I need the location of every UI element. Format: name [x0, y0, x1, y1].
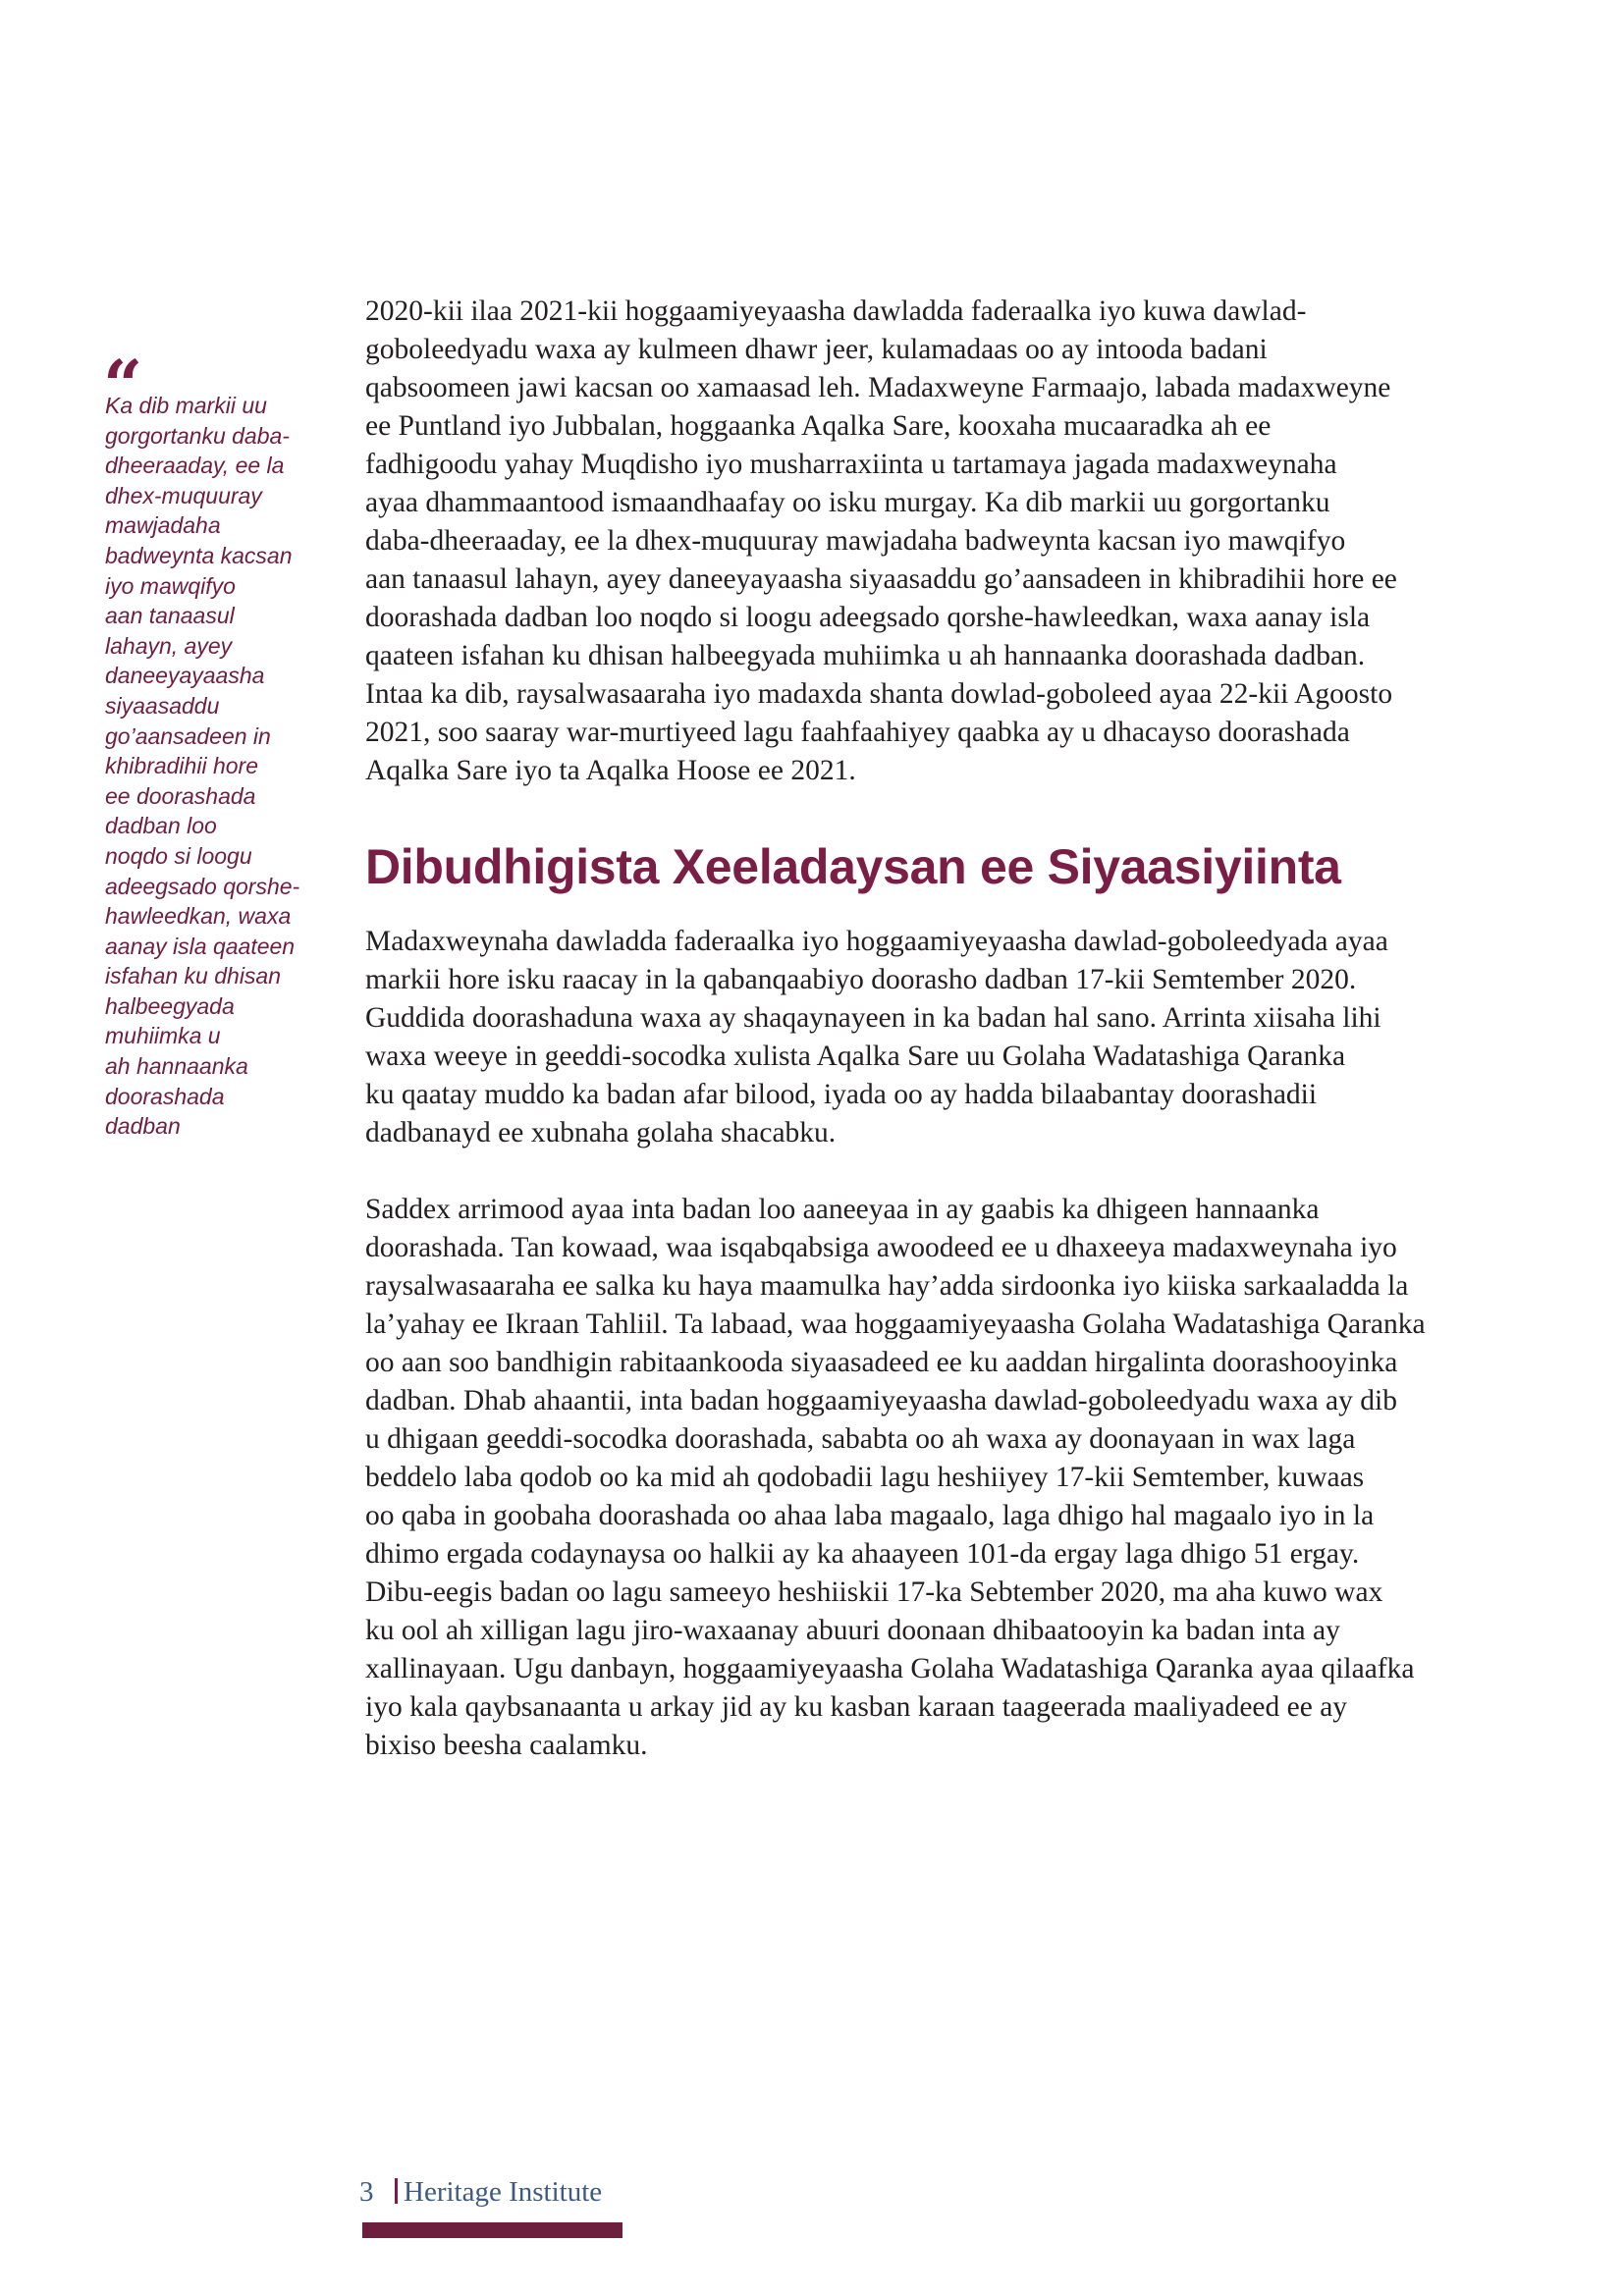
pull-quote-line: gorgortanku daba- — [105, 422, 290, 449]
pull-quote-line: hawleedkan, waxa — [105, 903, 292, 930]
text-line: fadhigoodu yahay Muqdisho iyo musharraxiinta u tartamaya jagada madaxweynaha — [365, 449, 1337, 480]
text-line: raysalwasaaraha ee salka ku haya maamulka hay’adda sirdoonka iyo kiiska sarkaaladda la — [365, 1270, 1409, 1302]
text-line: 2020-kii ilaa 2021-kii hoggaamiyeyaasha dawladda faderaalka iyo kuwa dawlad- — [365, 295, 1307, 327]
pull-quote-line: Ka dib markii uu — [105, 393, 267, 418]
pull-quote-line: dadban loo — [105, 813, 217, 839]
text-line: dhimo ergada codaynaysa oo halkii ay ka ahaayeen 101-da ergay laga dhigo 51 ergay. — [365, 1538, 1360, 1570]
pull-quote-line: isfahan ku dhisan — [105, 963, 282, 989]
text-line: iyo kala qaybsanaanta u arkay jid ay ku kasban karaan taageerada maaliyadeed ee ay — [365, 1691, 1348, 1723]
pull-quote-line: siyaasaddu — [105, 692, 220, 719]
page-footer — [359, 2175, 602, 2209]
text-line: ayaa dhammaantood ismaandhaafay oo isku murgay. Ka dib markii uu gorgortanku — [365, 487, 1330, 518]
pull-quote-line: badweynta kacsan — [105, 542, 293, 568]
pull-quote-line: aanay isla qaateen — [105, 933, 296, 959]
body-paragraph-3 — [365, 1191, 1563, 1765]
pull-quote-line: doorashada — [105, 1083, 225, 1109]
pull-quote-line: dhex-muquuray — [105, 482, 262, 508]
pull-quote-line: dheeraaday, ee la — [105, 453, 285, 479]
text-line: qaateen isfahan ku dhisan halbeegyada muhiimka u ah hannaanka doorashada dadban. — [365, 640, 1366, 671]
text-line: beddelo laba qodob oo ka mid ah qodobadii lagu heshiiyey 17-kii Semtember, kuwaas — [365, 1462, 1365, 1493]
text-line: u dhigaan geeddi-socodka doorashada, sababta oo ah waxa ay doonayaan in wax laga — [365, 1423, 1356, 1455]
text-line: Guddida doorashaduna waxa ay shaqaynayeen in ka badan hal sano. Arrinta xiisaha lihi — [365, 1002, 1381, 1034]
pull-quote-line: daneeyayaasha — [105, 663, 265, 689]
pull-quote-line: mawjadaha — [105, 512, 221, 539]
pull-quote-line: go’aansadeen in — [105, 722, 271, 749]
footer-accent-bar — [362, 2222, 623, 2238]
pull-quote-line: muhiimka u — [105, 1023, 221, 1049]
text-line: oo aan soo bandhigin rabitaankooda siyaasadeed ee ku aaddan hirgalinta doorashooyinka — [365, 1347, 1398, 1378]
text-line: markii hore isku raacay in la qabanqaabiyo doorasho dadban 17-kii Semtember 2020. — [365, 964, 1357, 995]
footer-separator — [395, 2178, 398, 2204]
text-line: doorashada. Tan kowaad, waa isqabqabsiga awoodeed ee u dhaxeeya madaxweynaha iyo — [365, 1232, 1397, 1263]
pull-quote-line: ee doorashada — [105, 782, 256, 809]
text-line: ee Puntland iyo Jubbalan, hoggaanka Aqalka Sare, kooxaha mucaaradka ah ee — [365, 410, 1272, 442]
text-line: waxa weeye in geeddi-socodka xulista Aqalka Sare uu Golaha Wadatashiga Qaranka — [365, 1041, 1346, 1072]
pull-quote — [105, 346, 341, 1142]
body-paragraph-2 — [365, 923, 1563, 1152]
text-line: goboleedyadu waxa ay kulmeen dhawr jeer, kulamadaas oo ay intooda badani — [365, 334, 1268, 365]
pull-quote-text — [105, 391, 341, 1142]
text-line: qabsoomeen jawi kacsan oo xamaasad leh. Madaxweyne Farmaajo, labada madaxweyne — [365, 372, 1391, 403]
text-line: xallinayaan. Ugu danbayn, hoggaamiyeyaasha Golaha Wadatashiga Qaranka ayaa qilaafka — [365, 1653, 1415, 1684]
text-line: aan tanaasul lahayn, ayey daneeyayaasha siyaasaddu go’aansadeen in khibradihii hore ee — [365, 563, 1397, 595]
text-line: dadbanayd ee xubnaha golaha shacabku. — [365, 1117, 837, 1148]
text-line: 2021, soo saaray war-murtiyeed lagu faahfaahiyey qaabka ay u dhacayso doorashada — [365, 717, 1350, 748]
text-line: Aqalka Sare iyo ta Aqalka Hoose ee 2021. — [365, 755, 856, 786]
text-line: Madaxweynaha dawladda faderaalka iyo hoggaamiyeyaasha dawlad-goboleedyada ayaa — [365, 926, 1388, 957]
pull-quote-line: aan tanaasul — [105, 603, 235, 629]
pull-quote-line: dadban — [105, 1113, 181, 1140]
text-line: doorashada dadban loo noqdo si loogu adeegsado qorshe-hawleedkan, waxa aanay isla — [365, 602, 1371, 633]
main-content — [365, 293, 1563, 1765]
pull-quote-line: halbeegyada — [105, 992, 235, 1019]
text-line: oo qaba in goobaha doorashada oo ahaa laba magaalo, laga dhigo hal magaalo iyo in la — [365, 1500, 1375, 1531]
pull-quote-line: ah hannaanka — [105, 1053, 248, 1080]
text-line: Intaa ka dib, raysalwasaaraha iyo madaxda shanta dowlad-goboleed ayaa 22-kii Agoosto — [365, 678, 1393, 710]
pull-quote-line: noqdo si loogu — [105, 842, 252, 869]
text-line: bixiso beesha caalamku. — [365, 1730, 648, 1761]
section-heading: Dibudhigista Xeeladaysan ee Siyaasiyiinta — [365, 839, 1341, 894]
left-double-quote-icon: “ — [103, 345, 137, 426]
text-line: dadban. Dhab ahaantii, inta badan hoggaamiyeyaasha dawlad-goboleedyadu waxa ay dib — [365, 1385, 1397, 1416]
text-line: ku ool ah xilligan lagu jiro-waxaanay abuuri doonaan dhibaatooyin ka badan inta ay — [365, 1615, 1340, 1646]
pull-quote-line: lahayn, ayey — [105, 632, 233, 659]
text-line: Dibu-eegis badan oo lagu sameeyo heshiiskii 17-ka Sebtember 2020, ma aha kuwo wax — [365, 1576, 1383, 1608]
text-line: daba-dheeraaday, ee la dhex-muquuray mawjadaha badweynta kacsan iyo mawqifyo — [365, 525, 1346, 557]
text-line: ku qaatay muddo ka badan afar bilood, iyada oo ay hadda bilaabantay doorashadii — [365, 1079, 1318, 1110]
text-line: la’yahay ee Ikraan Tahliil. Ta labaad, waa hoggaamiyeyaasha Golaha Wadatashiga Qaranka — [365, 1308, 1426, 1340]
pull-quote-line: adeegsado qorshe- — [105, 873, 300, 899]
pull-quote-line: khibradihii hore — [105, 753, 258, 779]
page-number: 3 — [359, 2176, 374, 2208]
publisher-name: Heritage Institute — [404, 2176, 603, 2208]
pull-quote-line: iyo mawqifyo — [105, 572, 236, 599]
text-line: Saddex arrimood ayaa inta badan loo aaneeyaa in ay gaabis ka dhigeen hannaanka — [365, 1194, 1320, 1225]
body-paragraph-1 — [365, 293, 1563, 790]
